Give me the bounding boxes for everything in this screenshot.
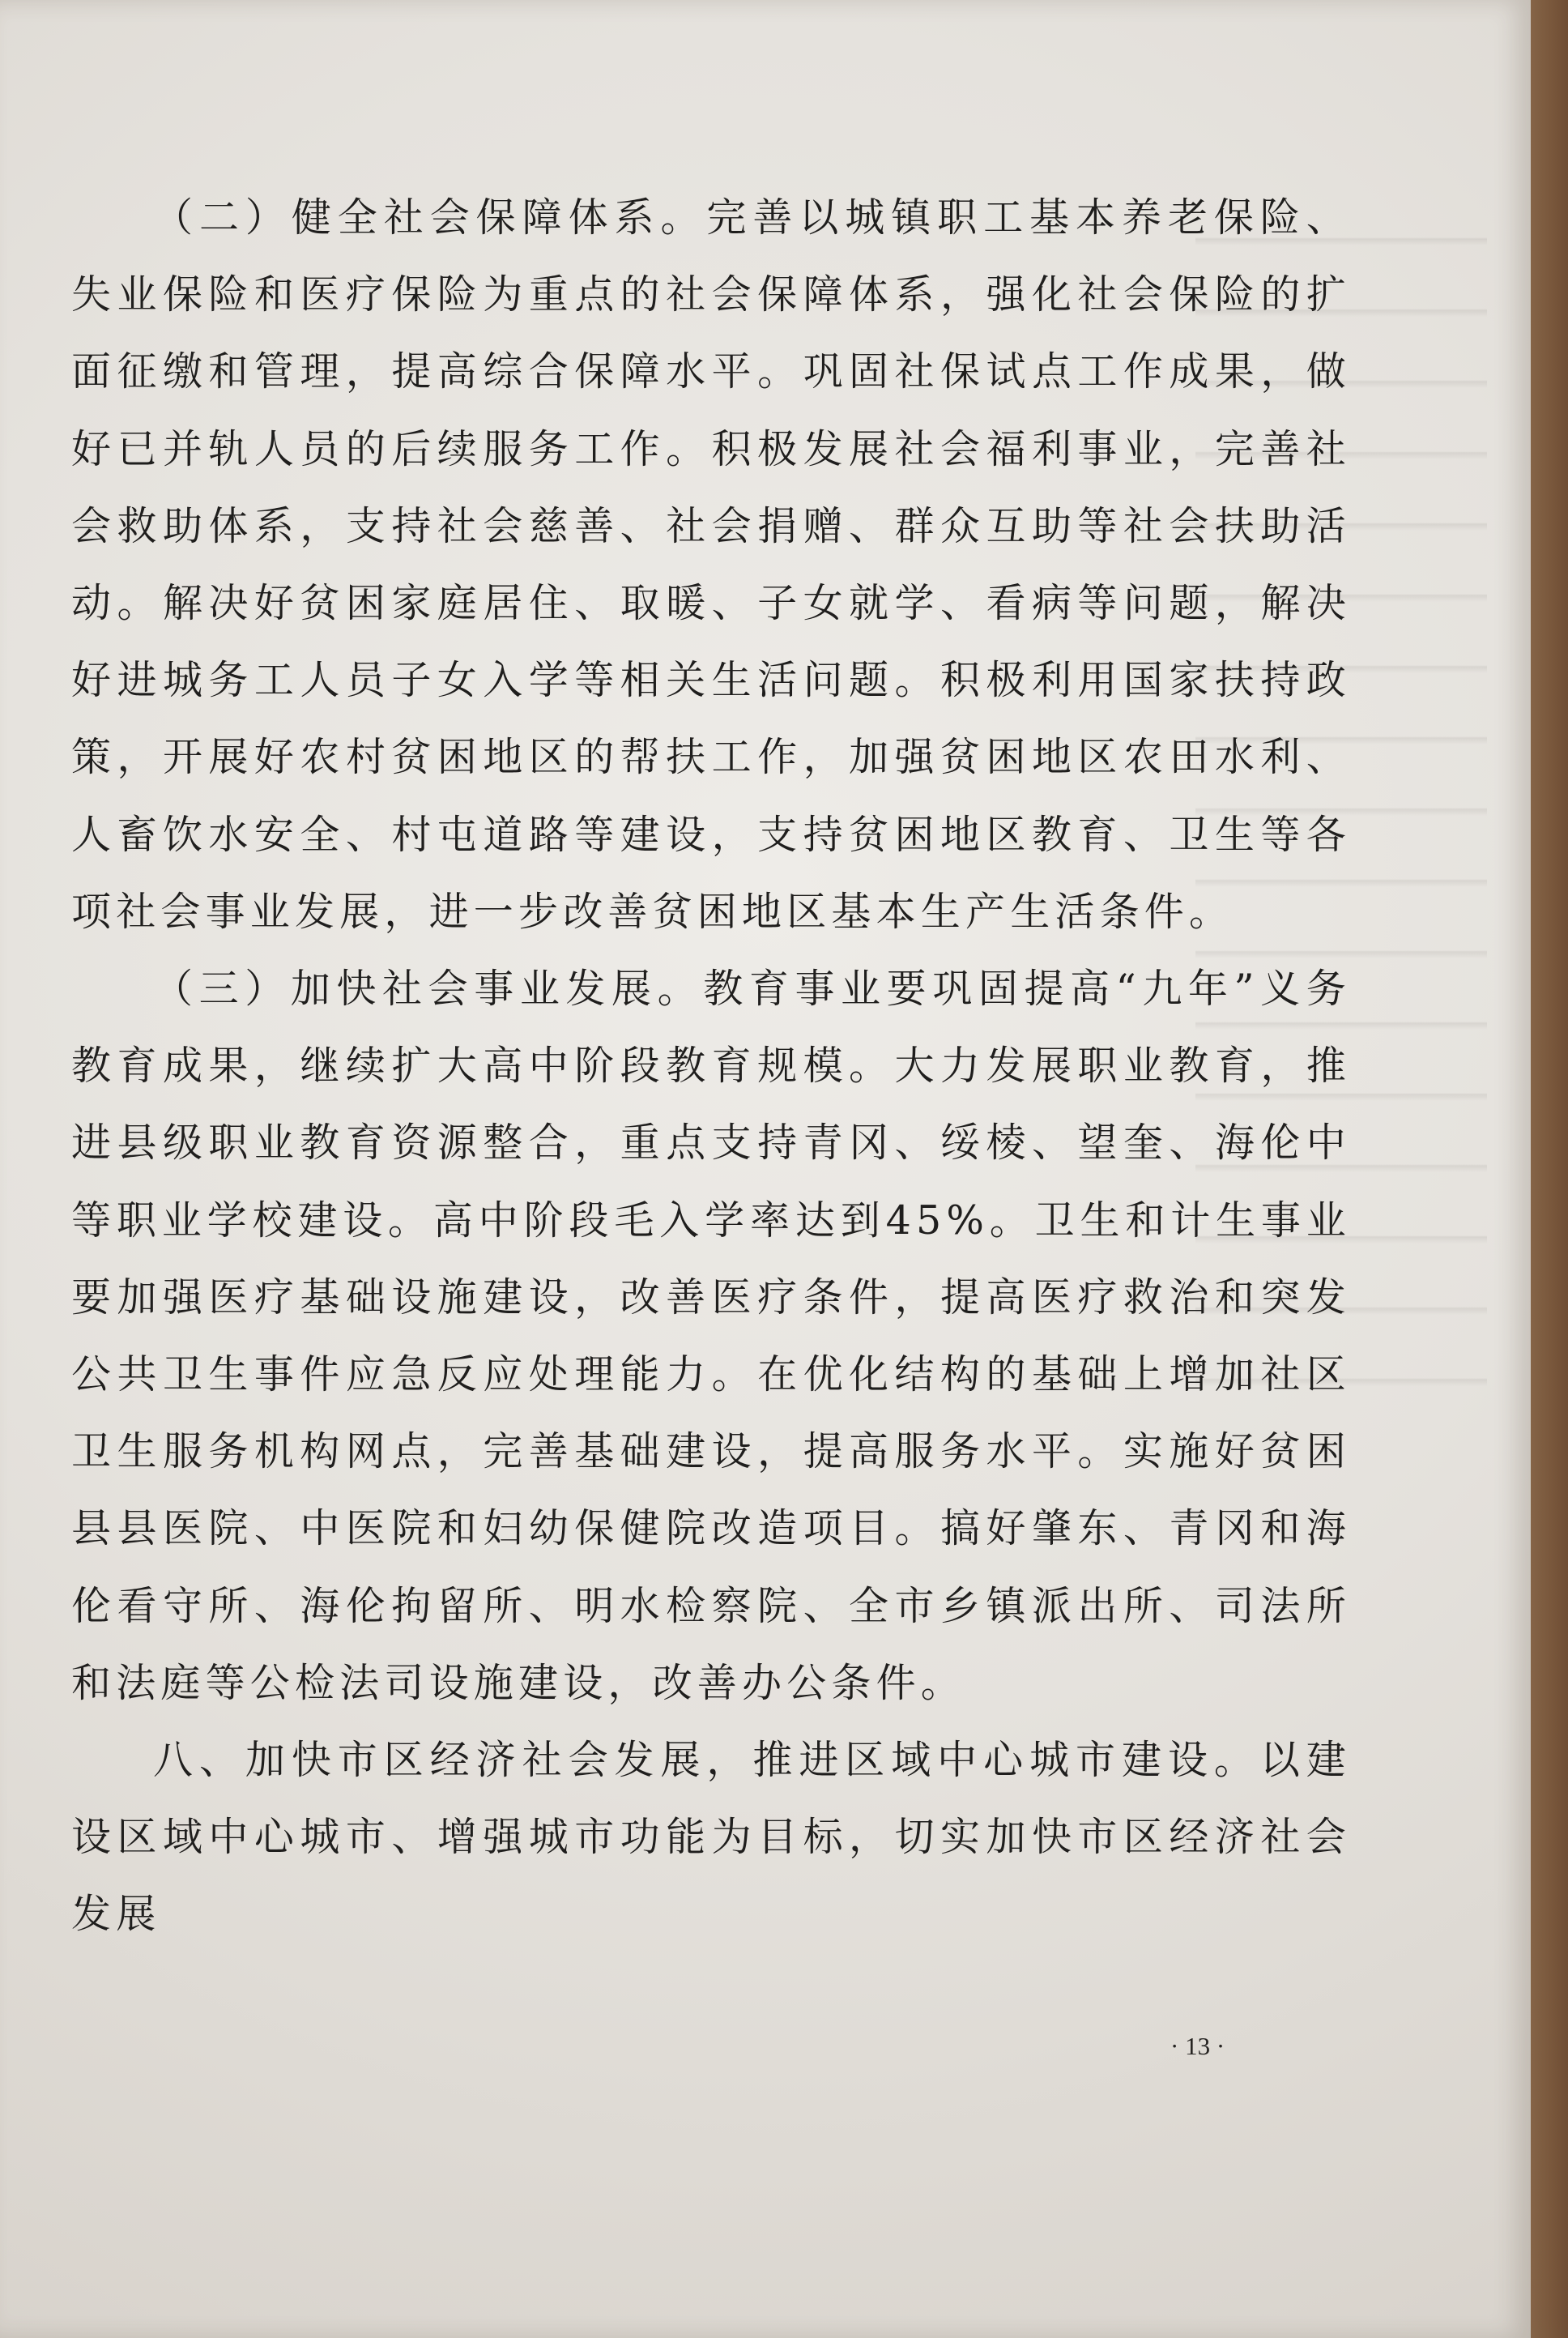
paragraph-social-security: （二）健全社会保障体系。完善以城镇职工基本养老保险、失业保险和医疗保险为重点的社会保障体系，强化社会保险的扩面征缴和管理，提高综合保障水平。巩固社保试点工作成果，做好已并轨人员的后续服务工作。积极发展社会福利事业，完善社会救助体系，支持社会慈善、社会捐赠、群众互助等社会扶助活动。解决好贫困家庭居住、取暖、子女就学、看病等问题，解决好进城务工人员子女入学等相关生活问题。积极利用国家扶持政策，开展好农村贫困地区的帮扶工作，加强贫困地区农田水利、人畜饮水安全、村屯道路等建设，支持贫困地区教育、卫生等各项社会事业发展，进一步改善贫困地区基本生产生活条件。 [71,194,1351,935]
paragraph-urban-development: 八、加快市区经济社会发展，推进区域中心城市建设。以建设区域中心城市、增强城市功能为目标，切实加快市区经济社会发展 [71,1737,1351,1938]
page-number: · 13 · [1170,2032,1225,2060]
paragraph-social-development: （三）加快社会事业发展。教育事业要巩固提高“九年”义务教育成果，继续扩大高中阶段教育规模。大力发展职业教育，推进县级职业教育资源整合，重点支持青冈、绥棱、望奎、海伦中等职业学校建设。高中阶段毛入学率达到45%。卫生和计生事业要加强医疗基础设施建设，改善医疗条件，提高医疗救治和突发公共卫生事件应急反应处理能力。在优化结构的基础上增加社区卫生服务机构网点，完善基础建设，提高服务水平。实施好贫困县县医院、中医院和妇幼保健院改造项目。搞好肇东、青冈和海伦看守所、海伦拘留所、明水检察院、全市乡镇派出所、司法所和法庭等公检法司设施建设，改善办公条件。 [71,966,1351,1706]
document-body [71,179,1351,1953]
